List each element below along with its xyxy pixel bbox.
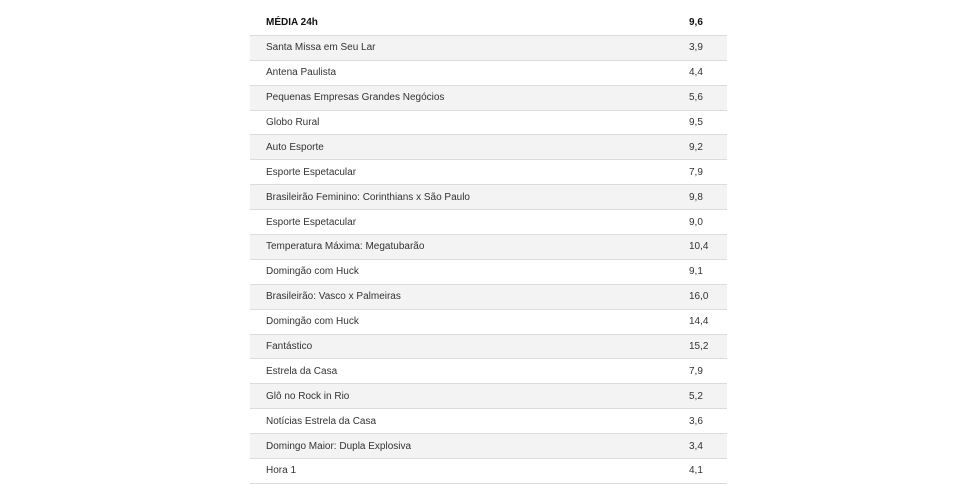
rating-value: 4,4 [689, 67, 703, 79]
header-label: MÉDIA 24h [266, 17, 318, 29]
program-name: Brasileirão: Vasco x Palmeiras [266, 291, 401, 303]
program-name: Notícias Estrela da Casa [266, 415, 377, 427]
table-row [250, 185, 727, 210]
rating-value: 4,1 [689, 465, 703, 477]
program-name: Auto Esporte [266, 141, 324, 153]
table-row [250, 160, 727, 185]
table-row [250, 359, 727, 384]
rating-value: 9,0 [689, 216, 703, 228]
program-name: Domingão com Huck [266, 316, 359, 328]
program-name: Brasileirão Feminino: Corinthians x São Paulo [266, 191, 470, 203]
program-name: Domingo Maior: Dupla Explosiva [266, 440, 412, 452]
program-name: Esporte Espetacular [266, 216, 357, 228]
rating-value: 16,0 [689, 291, 709, 303]
program-name: Domingão com Huck [266, 266, 359, 278]
rating-value: 14,4 [689, 316, 709, 328]
table-row [250, 135, 727, 160]
rating-value: 5,2 [689, 390, 703, 402]
table-row [250, 235, 727, 260]
table-body [250, 36, 727, 484]
rating-value: 7,9 [689, 166, 703, 178]
table-row [250, 409, 727, 434]
table-row [250, 61, 727, 86]
rating-value: 15,2 [689, 341, 709, 353]
table-row [250, 384, 727, 409]
table-row [250, 36, 727, 61]
table-row [250, 459, 727, 484]
rating-value: 7,9 [689, 365, 703, 377]
program-name: Pequenas Empresas Grandes Negócios [266, 92, 445, 104]
table-row [250, 86, 727, 111]
header-value: 9,6 [689, 17, 703, 29]
ratings-table [250, 11, 727, 484]
table-header-row [250, 11, 727, 36]
program-name: Estrela da Casa [266, 365, 338, 377]
table-row [250, 111, 727, 136]
table-row [250, 335, 727, 360]
table-row [250, 310, 727, 335]
program-name: Antena Paulista [266, 67, 337, 79]
program-name: Glô no Rock in Rio [266, 390, 350, 402]
table-row [250, 285, 727, 310]
rating-value: 9,1 [689, 266, 703, 278]
table-row [250, 210, 727, 235]
program-name: Hora 1 [266, 465, 297, 477]
rating-value: 9,2 [689, 141, 703, 153]
program-name: Esporte Espetacular [266, 166, 357, 178]
program-name: Fantástico [266, 341, 313, 353]
rating-value: 3,6 [689, 415, 703, 427]
rating-value: 5,6 [689, 92, 703, 104]
rating-value: 9,8 [689, 191, 703, 203]
rating-value: 3,4 [689, 440, 703, 452]
rating-value: 10,4 [689, 241, 709, 253]
table-row [250, 434, 727, 459]
program-name: Santa Missa em Seu Lar [266, 42, 376, 54]
program-name: Temperatura Máxima: Megatubarão [266, 241, 425, 253]
program-name: Globo Rural [266, 117, 320, 128]
table-row [250, 260, 727, 285]
rating-value: 3,9 [689, 42, 703, 54]
rating-value: 9,5 [689, 117, 703, 128]
